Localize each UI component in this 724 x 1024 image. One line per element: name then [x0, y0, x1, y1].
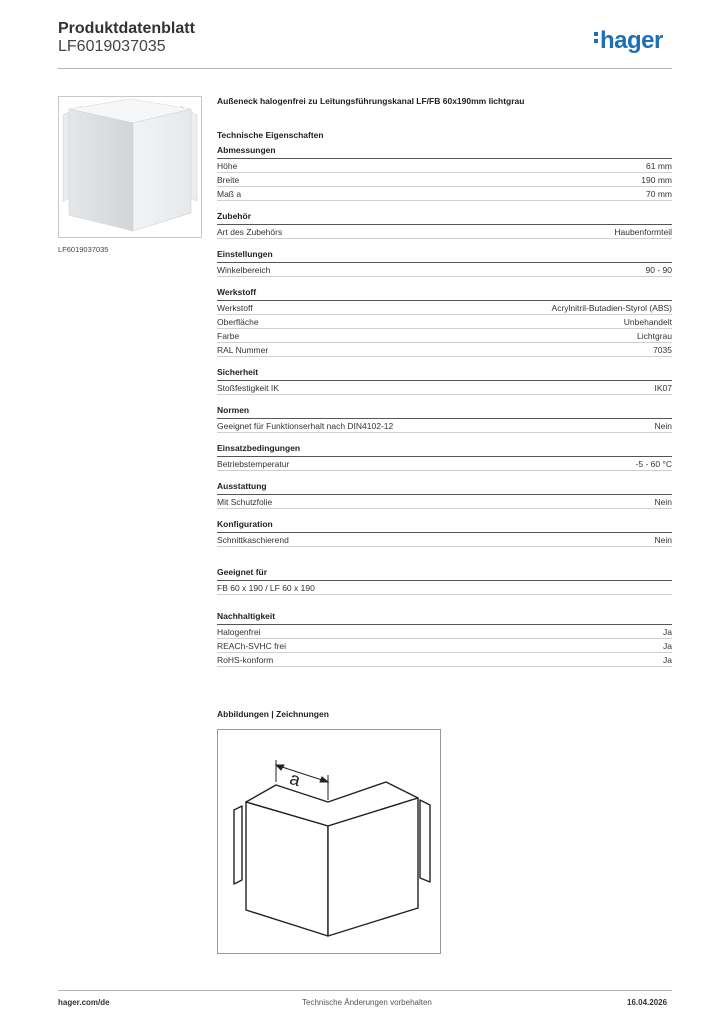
- property-value: Lichtgrau: [637, 331, 672, 341]
- property-row: [217, 315, 672, 329]
- property-row: [217, 329, 672, 343]
- property-value: 90 - 90: [645, 265, 672, 275]
- property-group-heading: Ausstattung: [217, 481, 672, 495]
- property-label: Schnittkaschierend: [217, 535, 289, 545]
- property-group-heading: Einstellungen: [217, 249, 672, 263]
- property-value: IK07: [654, 383, 672, 393]
- property-label: Oberfläche: [217, 317, 259, 327]
- property-row: [217, 343, 672, 357]
- logo-dots-icon: [594, 27, 599, 47]
- figures-heading: Abbildungen | Zeichnungen: [217, 709, 329, 719]
- property-label: Betriebstemperatur: [217, 459, 290, 469]
- row-label: Halogenfrei: [217, 627, 261, 637]
- corner-drawing-icon: [218, 730, 440, 953]
- property-row: [217, 495, 672, 509]
- property-label: Farbe: [217, 331, 240, 341]
- property-group: [217, 443, 672, 471]
- property-row: [217, 381, 672, 395]
- property-value: -5 - 60 °C: [635, 459, 672, 469]
- property-value: 190 mm: [641, 175, 672, 185]
- sustainability-row: [217, 639, 672, 653]
- property-row: [217, 173, 672, 187]
- technical-properties-heading: Technische Eigenschaften: [217, 130, 324, 140]
- property-row: [217, 225, 672, 239]
- footer-website: hager.com/de: [58, 998, 110, 1007]
- article-number: LF6019037035: [58, 38, 166, 55]
- suitable-for-row: [217, 581, 672, 595]
- dimension-label-a: a: [287, 768, 303, 791]
- row-value: Ja: [663, 641, 672, 651]
- property-group-heading: Werkstoff: [217, 287, 672, 301]
- property-group-heading: Abmessungen: [217, 145, 672, 159]
- property-value: Unbehandelt: [623, 317, 672, 327]
- property-group-heading: Einsatzbedingungen: [217, 443, 672, 457]
- thumbnail-caption: LF6019037035: [58, 245, 109, 254]
- property-row: [217, 419, 672, 433]
- property-group: [217, 145, 672, 201]
- property-value: Acrylnitril-Butadien-Styrol (ABS): [551, 303, 672, 313]
- header-divider: [58, 68, 672, 69]
- property-label: Werkstoff: [217, 303, 253, 313]
- row-label: REACh-SVHC frei: [217, 641, 286, 651]
- row-value: Ja: [663, 655, 672, 665]
- suitable-for-heading: Geeignet für: [217, 567, 672, 581]
- row-value: Ja: [663, 627, 672, 637]
- hager-logo: [594, 27, 663, 55]
- property-value: 70 mm: [646, 189, 672, 199]
- property-label: Maß a: [217, 189, 242, 199]
- product-thumbnail: [58, 96, 202, 238]
- property-group-heading: Sicherheit: [217, 367, 672, 381]
- property-value: Nein: [654, 535, 672, 545]
- logo-text: hager: [600, 27, 663, 54]
- property-label: Art des Zubehörs: [217, 227, 283, 237]
- property-group-heading: Zubehör: [217, 211, 672, 225]
- product-details: [217, 96, 672, 677]
- suitable-for-section: [217, 567, 672, 595]
- property-label: Breite: [217, 175, 240, 185]
- sustainability-heading: Nachhaltigkeit: [217, 611, 672, 625]
- property-label: Winkelbereich: [217, 265, 271, 275]
- property-group: [217, 519, 672, 547]
- property-label: RAL Nummer: [217, 345, 269, 355]
- property-label: Stoßfestigkeit IK: [217, 383, 279, 393]
- property-row: [217, 301, 672, 315]
- property-groups: [217, 145, 672, 547]
- property-label: Höhe: [217, 161, 238, 171]
- property-label: Mit Schutzfolie: [217, 497, 273, 507]
- property-group-heading: Konfiguration: [217, 519, 672, 533]
- property-row: [217, 263, 672, 277]
- product-title: Außeneck halogenfrei zu Leitungsführungskanal LF/FB 60x190mm lichtgrau: [217, 96, 525, 106]
- property-group: [217, 287, 672, 357]
- property-value: Haubenformteil: [614, 227, 672, 237]
- technical-drawing: [217, 729, 441, 954]
- row-label: FB 60 x 190 / LF 60 x 190: [217, 583, 315, 593]
- footer-disclaimer: Technische Änderungen vorbehalten: [302, 998, 432, 1007]
- property-group: [217, 211, 672, 239]
- property-value: Nein: [654, 421, 672, 431]
- property-row: [217, 159, 672, 173]
- property-group: [217, 367, 672, 395]
- row-label: RoHS-konform: [217, 655, 274, 665]
- property-value: 7035: [653, 345, 672, 355]
- sustainability-row: [217, 625, 672, 639]
- product-photo-icon: [59, 97, 201, 237]
- property-row: [217, 457, 672, 471]
- property-group: [217, 481, 672, 509]
- property-group: [217, 405, 672, 433]
- footer-divider: [58, 990, 672, 991]
- property-row: [217, 533, 672, 547]
- sustainability-section: [217, 611, 672, 667]
- property-group-heading: Normen: [217, 405, 672, 419]
- document-title: Produktdatenblatt: [58, 20, 195, 37]
- property-value: Nein: [654, 497, 672, 507]
- property-group: [217, 249, 672, 277]
- property-label: Geeignet für Funktionserhalt nach DIN4102-12: [217, 421, 394, 431]
- footer-date: 16.04.2026: [627, 998, 668, 1007]
- property-row: [217, 187, 672, 201]
- property-value: 61 mm: [646, 161, 672, 171]
- sustainability-row: [217, 653, 672, 667]
